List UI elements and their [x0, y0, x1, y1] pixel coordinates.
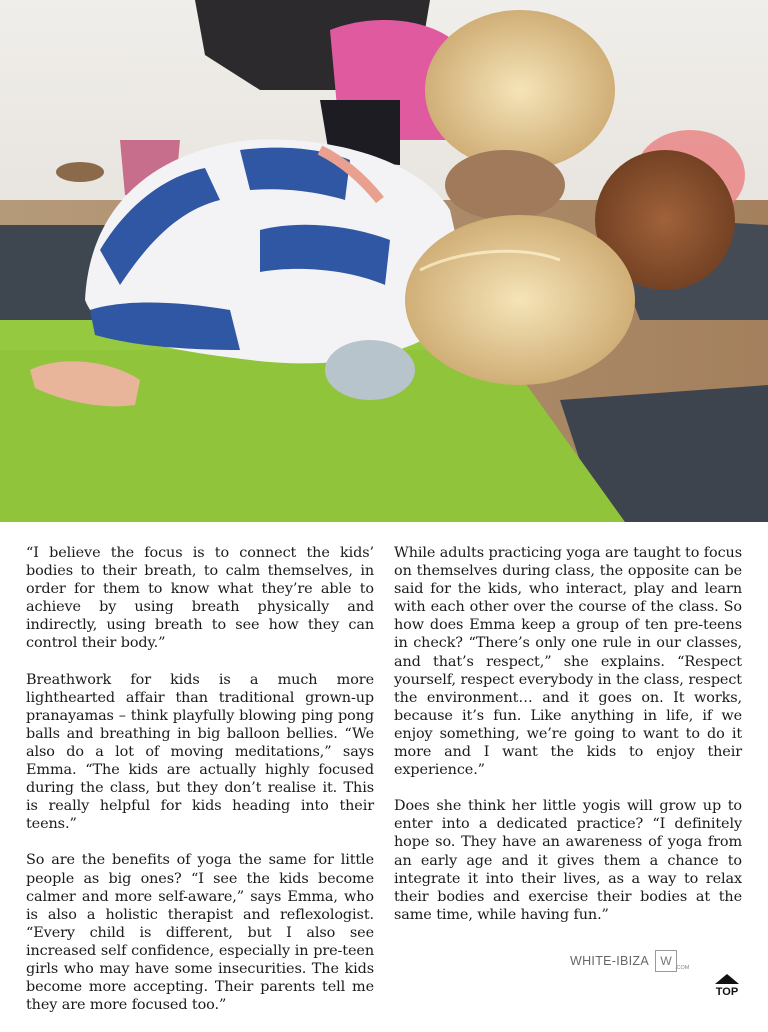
paragraph: While adults practicing yoga are taught to focus on themselves during class, the opposite can be said for the kids, who interact, play and learn with each other over the course of the class. So how does Emma keep a group of ten pre-teens in check? “There’s only one rule in our classes, and that’s respect,” she explains. “Respect yourself, respect everybody in the class, respect the environment… and it goes on. It works, because it’s fun. Like anything in life, if we enjoy something, we’re going to want to do it more and I want the kids to enjoy their experience.” [394, 545, 742, 779]
article-column-left [26, 544, 374, 1032]
logo-subtext: .COM [675, 965, 690, 971]
paragraph: Does she think her little yogis will grow up to enter into a dedicated practice? “I definitely hope so. They have an awareness of yoga from an early age and it gives them a chance to integrate it into their lives, as a way to relax their bodies and exercise their bodies at the same time, while having fun.” [394, 798, 742, 923]
paragraph: “I believe the focus is to connect the kids’ bodies to their breath, to calm themselves, in order for them to know what they’re able to achieve by using breath physically and indirectly, using breath to see how they can control their body.” [26, 545, 374, 652]
article-column-right [394, 544, 742, 1032]
back-to-top-button[interactable] [712, 974, 742, 998]
paragraph: Breathwork for kids is a much more lighthearted affair than traditional grown-up pranayamas – think playfully blowing ping pong balls and breathing in big balloon bellies. “We also do a lot of moving meditations,” says Emma. “The kids are actually highly focused during the class, but they don’t realise it. This is really helpful for kids heading into their teens.” [26, 671, 374, 833]
logo-mark: W [655, 950, 677, 972]
paragraph: So are the benefits of yoga the same for little people as big ones? “I see the kids become calmer and more self-aware,” says Emma, who is also a holistic therapist and reflexologist. “Every child is different, but I also see increased self confidence, especially in pre-teen girls who may have some insecurities. The kids become more accepting. Their parents tell me they are more focused too.” [26, 852, 374, 1014]
top-label: TOP [715, 986, 739, 998]
arrow-up-icon [715, 974, 739, 984]
logo-text: WHITE-IBIZA [570, 954, 649, 968]
white-ibiza-logo [570, 950, 690, 972]
